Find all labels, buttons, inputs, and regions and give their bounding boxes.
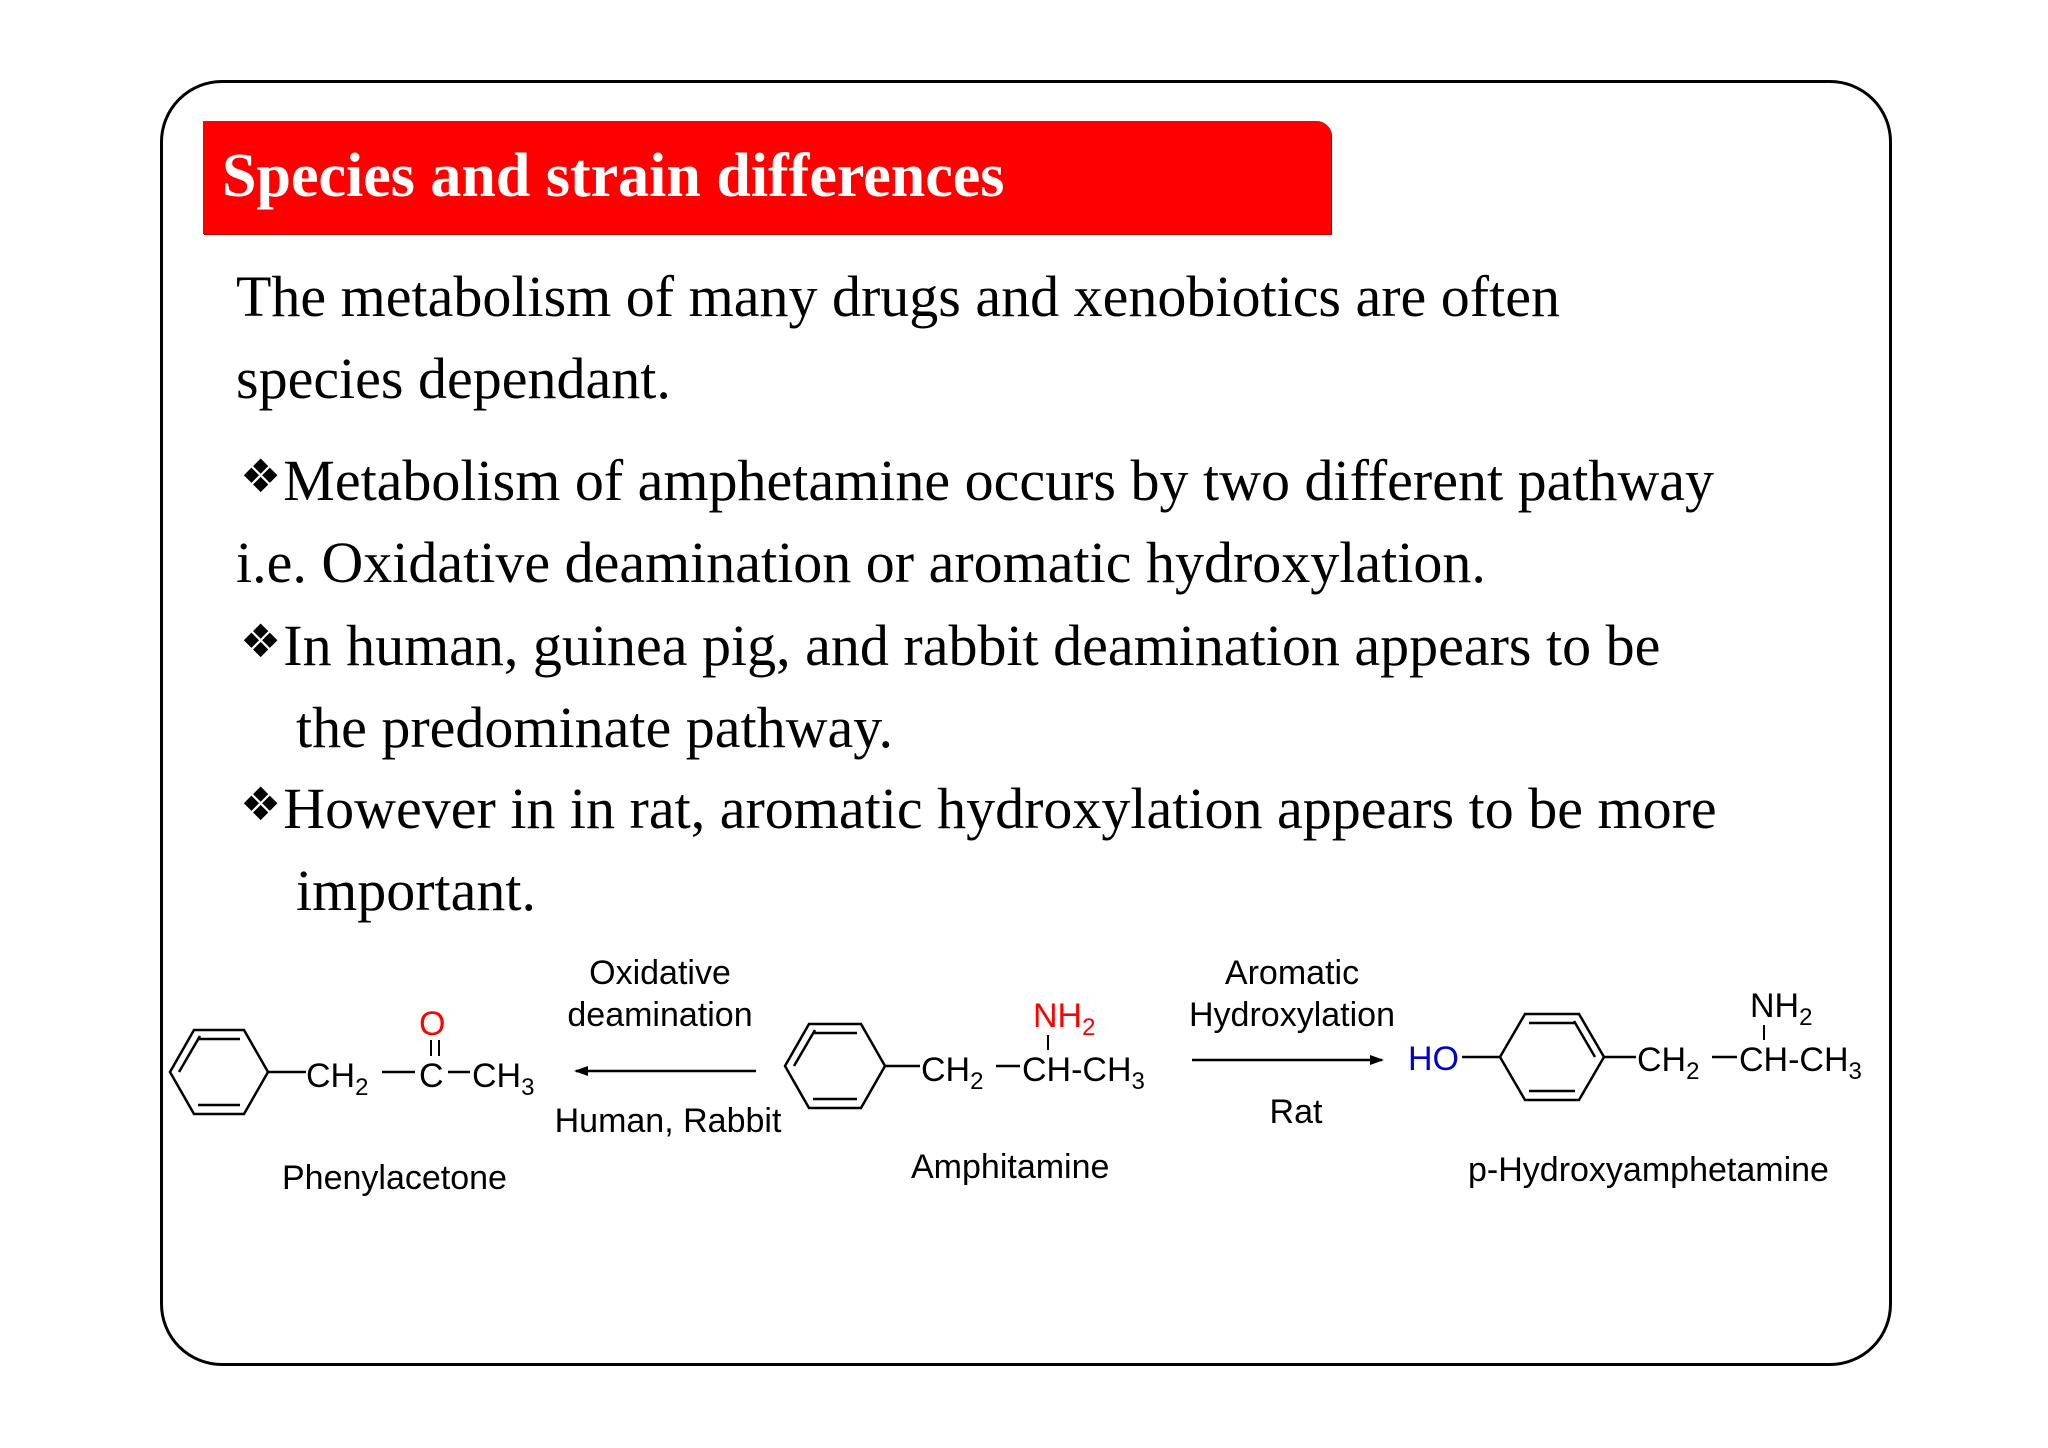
p-hydroxyamphetamine-structure — [1408, 987, 1862, 1189]
amphetamine-name: Amphitamine — [911, 1148, 1110, 1186]
benzene-ring-icon — [785, 1024, 885, 1108]
bullet-1-line-1: Metabolism of amphetamine occurs by two different pathway — [283, 448, 1715, 513]
phenylacetone-ch3-label: $CH_3$ — [472, 1057, 535, 1101]
deamination-arrow — [555, 954, 782, 1140]
slide-title: Species and strain differences — [222, 142, 1005, 210]
amphetamine-structure — [785, 997, 1145, 1186]
benzene-ring-icon — [1500, 1014, 1604, 1100]
hydroxylation-arrow — [1189, 954, 1395, 1131]
hydroxy-ch2-label: $CH_2$ — [1637, 1041, 1700, 1085]
deamination-label-2: deamination — [567, 996, 753, 1034]
bullet-3-line-1: However in in rat, aromatic hydroxylation appears to be more — [283, 776, 1717, 841]
bullet-2-line-1: In human, guinea pig, and rabbit deamination appears to be — [283, 613, 1661, 678]
bullet-2-line-2: the predominate pathway. — [296, 695, 893, 760]
amphetamine-ch2-label: $CH_2$ — [921, 1051, 984, 1095]
hydroxyl-group-label: HO — [1408, 1040, 1459, 1078]
bullet-diamond-icon: ❖ — [240, 614, 282, 668]
amphetamine-ch-ch3-label: $CH-CH_3$ — [1022, 1051, 1145, 1095]
hydroxylation-label-1: Aromatic — [1224, 954, 1360, 992]
amphetamine-amine-label: $NH_2$ — [1033, 997, 1096, 1041]
carbonyl-oxygen-label: O — [419, 1005, 446, 1043]
hydroxylation-label-2: Hydroxylation — [1189, 996, 1395, 1034]
phenylacetone-ch2-label: $CH_2$ — [306, 1057, 369, 1101]
phenylacetone-structure — [170, 1005, 534, 1197]
phenylacetone-name: Phenylacetone — [282, 1159, 507, 1197]
hydroxy-ch-ch3-label: $CH-CH_3$ — [1739, 1041, 1862, 1085]
benzene-ring-icon — [170, 1030, 268, 1114]
deamination-label-1: Oxidative — [589, 954, 731, 992]
deamination-species-label: Human, Rabbit — [554, 1102, 782, 1140]
bullet-1-line-2: i.e. Oxidative deamination or aromatic hydroxylation. — [236, 530, 1486, 595]
bullet-3-line-2: important. — [296, 858, 537, 923]
bullet-diamond-icon: ❖ — [240, 449, 282, 503]
p-hydroxyamphetamine-name: p-Hydroxyamphetamine — [1468, 1151, 1829, 1189]
hydroxylation-species-label: Rat — [1269, 1093, 1323, 1131]
carbonyl-carbon-label: C — [419, 1057, 444, 1095]
intro-line-1: The metabolism of many drugs and xenobiotics are often — [236, 264, 1560, 329]
bullet-diamond-icon: ❖ — [240, 777, 282, 831]
hydroxy-amine-label: $NH_2$ — [1750, 987, 1813, 1031]
intro-line-2: species dependant. — [236, 346, 671, 411]
